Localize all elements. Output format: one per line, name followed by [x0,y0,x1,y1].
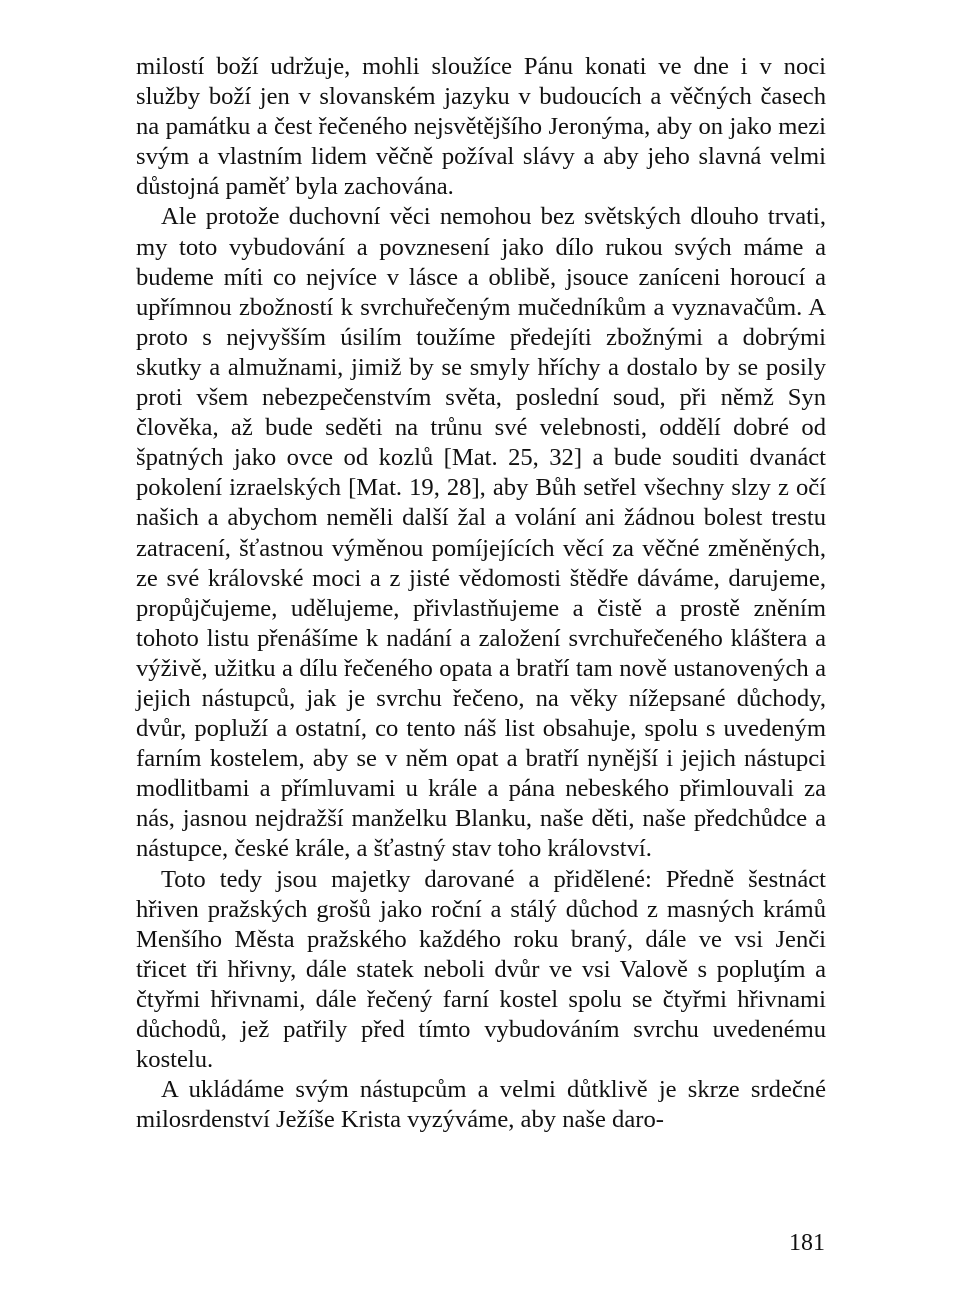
paragraph-1: milostí boží udržuje, mohli sloužíce Pánu konati ve dne i v noci služby boží jen v slovanském jazyku v budoucích a věčných časech na památku a čest řečeného nejsvětějšího Jeronýma, aby on jako mezi svým a vlastním lidem věčně požíval slávy a aby jeho slavná velmi důstojná paměť byla zachována. [136,53,826,201]
paragraph-4: A ukládáme svým nástupcům a velmi důtklivě je skrze srdečné milosrdenství Ježíše Krista vyzýváme, aby naše daro- [136,1076,826,1134]
document-page [136,52,826,1135]
paragraph-3: Toto tedy jsou majetky darované a přidělené: Předně šestnáct hřiven pražských grošů jako roční a stálý důchod z masných krámů Menšího Města pražského každého roku braný, dále ve vsi Jenči třicet tři hřivny, dále statek neboli dvůr ve vsi Valově s popluţím a čtyřmi hřivnami, dále řečený farní kostel spolu se čtyřmi hřivnami důchodů, jež patřily před tímto vybudováním svrchu uvedenému kostelu. [136,865,826,1074]
paragraph-2: Ale protože duchovní věci nemohou bez světských dlouho trvati, my toto vybudování a povznesení jako dílo rukou svých máme a budeme míti co nejvíce v lásce a oblibě, jsouce zaníceni horoucí a upřímnou zbožností k svrchuřečeným mučedníkům a vyznavačům. A proto s nejvyšším úsilím toužíme předejíti zbožnými a dobrými skutky a almužnami, jimiž by se smyly hříchy a dostalo by se posily proti všem nebezpečenstvím světa, poslední soud, při němž Syn člověka, až bude seděti na trůnu své velebnosti, oddělí dobré od špatných jako ovce od kozlů [Mat. 25, 32] a bude souditi dvanáct pokolení izraelských [Mat. 19, 28], aby Bůh setřel všechny slzy z očí našich a abychom neměli další žal a volání ani žádnou bolest trestu zatracení, šťastnou výměnou pomíjejících věcí za věčné změněných, ze své královské moci a z jisté vědomosti štědře dáváme, darujeme, propůjčujeme, udělujeme, přivlastňujeme a čistě a prostě zněním tohoto listu přenášíme k nadání a založení svrchuřečeného kláštera a výživě, užitku a dílu řečeného opata a bratří tam nově ustanovených a jejich nástupců, jak je svrchu řečeno, na věky nížepsané důchody, dvůr, popluží a ostatní, co tento náš list obsahuje, spolu s uvedeným farním kostelem, aby se v něm opat a bratří nynější i jejich nástupci modlitbami a přímluvami u krále a pána nebeského přimlouvali za nás, jasnou nejdražší manželku Blanku, naše děti, naše předchůdce a nástupce, české krále, a šťastný stav toho království. [136,203,826,863]
page-number: 181 [789,1230,825,1256]
